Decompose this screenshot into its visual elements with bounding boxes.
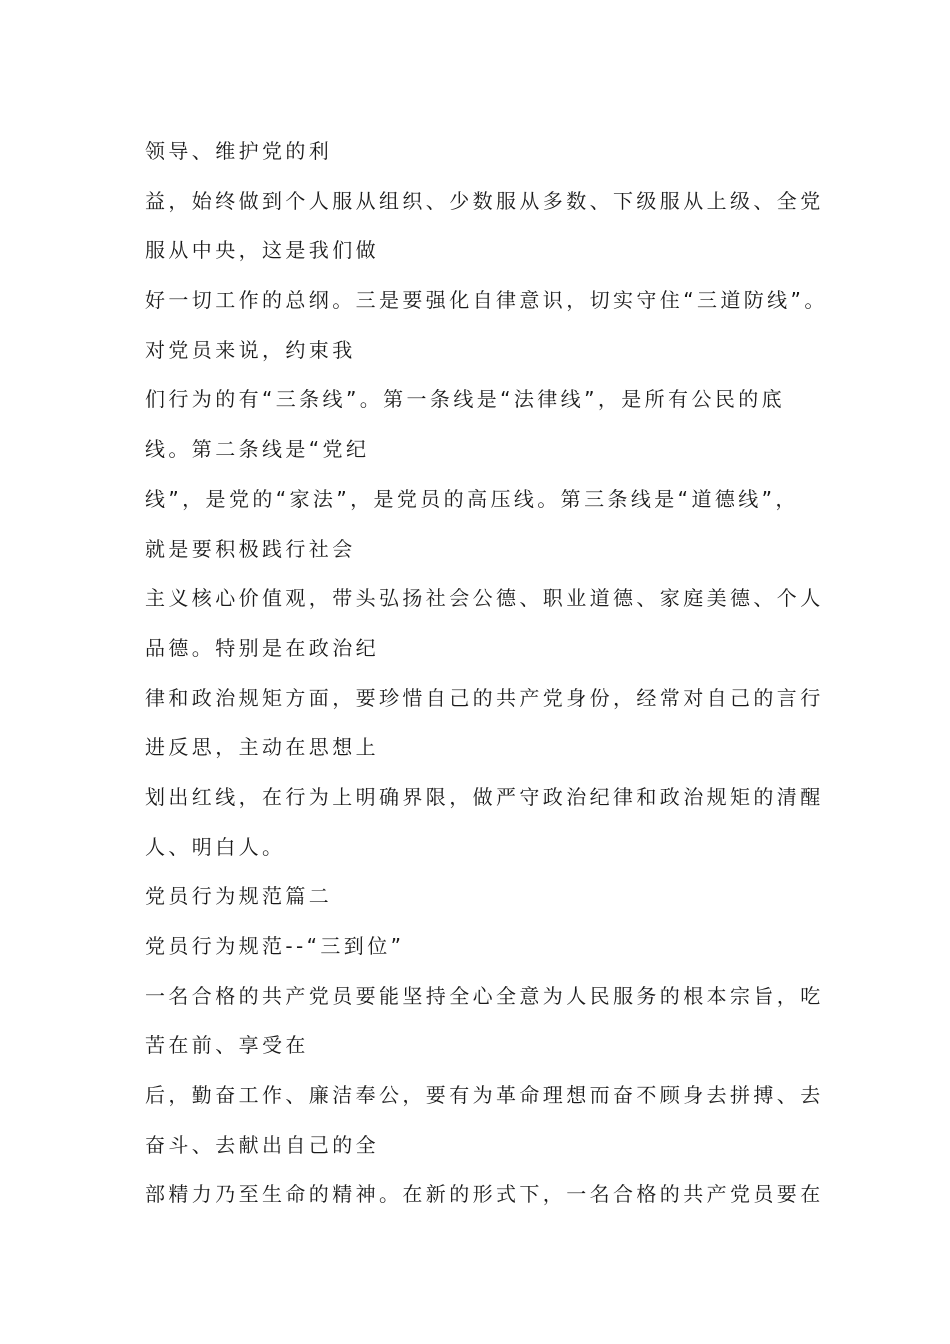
text-line: 线”，是党的“家法”，是党员的高压线。第三条线是“道德线”，	[145, 486, 799, 511]
text-line: 益，始终做到个人服从组织、少数服从多数、下级服从上级、全党	[145, 188, 824, 213]
text-line: 部精力乃至生命的精神。在新的形式下，一名合格的共产党员要在	[145, 1182, 824, 1207]
text-line: 后，勤奋工作、廉洁奉公，要有为革命理想而奋不顾身去拼搏、去	[145, 1083, 824, 1108]
text-line: 党员行为规范篇二	[145, 884, 333, 909]
text-line: 服从中央，这是我们做	[145, 238, 379, 263]
text-line: 对党员来说，约束我	[145, 337, 356, 362]
text-line: 奋斗、去献出自己的全	[145, 1132, 379, 1157]
text-line: 苦在前、享受在	[145, 1033, 309, 1058]
text-line: 主义核心价值观，带头弘扬社会公德、职业道德、家庭美德、个人	[145, 586, 824, 611]
text-line: 好一切工作的总纲。三是要强化自律意识，切实守住“三道防线”。	[145, 288, 828, 313]
text-line: 就是要积极践行社会	[145, 536, 356, 561]
text-line: 党员行为规范--“三到位”	[145, 934, 405, 958]
text-line: 人、明白人。	[145, 834, 286, 859]
text-line: 们行为的有“三条线”。第一条线是“法律线”，是所有公民的底	[145, 387, 786, 412]
text-line: 律和政治规矩方面，要珍惜自己的共产党身份，经常对自己的言行	[145, 685, 824, 710]
text-line: 划出红线，在行为上明确界限，做严守政治纪律和政治规矩的清醒	[145, 784, 824, 809]
text-line: 一名合格的共产党员要能坚持全心全意为人民服务的根本宗旨，吃	[145, 983, 824, 1008]
text-line: 领导、维护党的利	[145, 139, 333, 163]
document-body	[145, 127, 828, 1220]
text-line: 品德。特别是在政治纪	[145, 635, 379, 660]
text-line: 进反思，主动在思想上	[145, 735, 379, 760]
text-line: 线。第二条线是“党纪	[145, 437, 370, 462]
